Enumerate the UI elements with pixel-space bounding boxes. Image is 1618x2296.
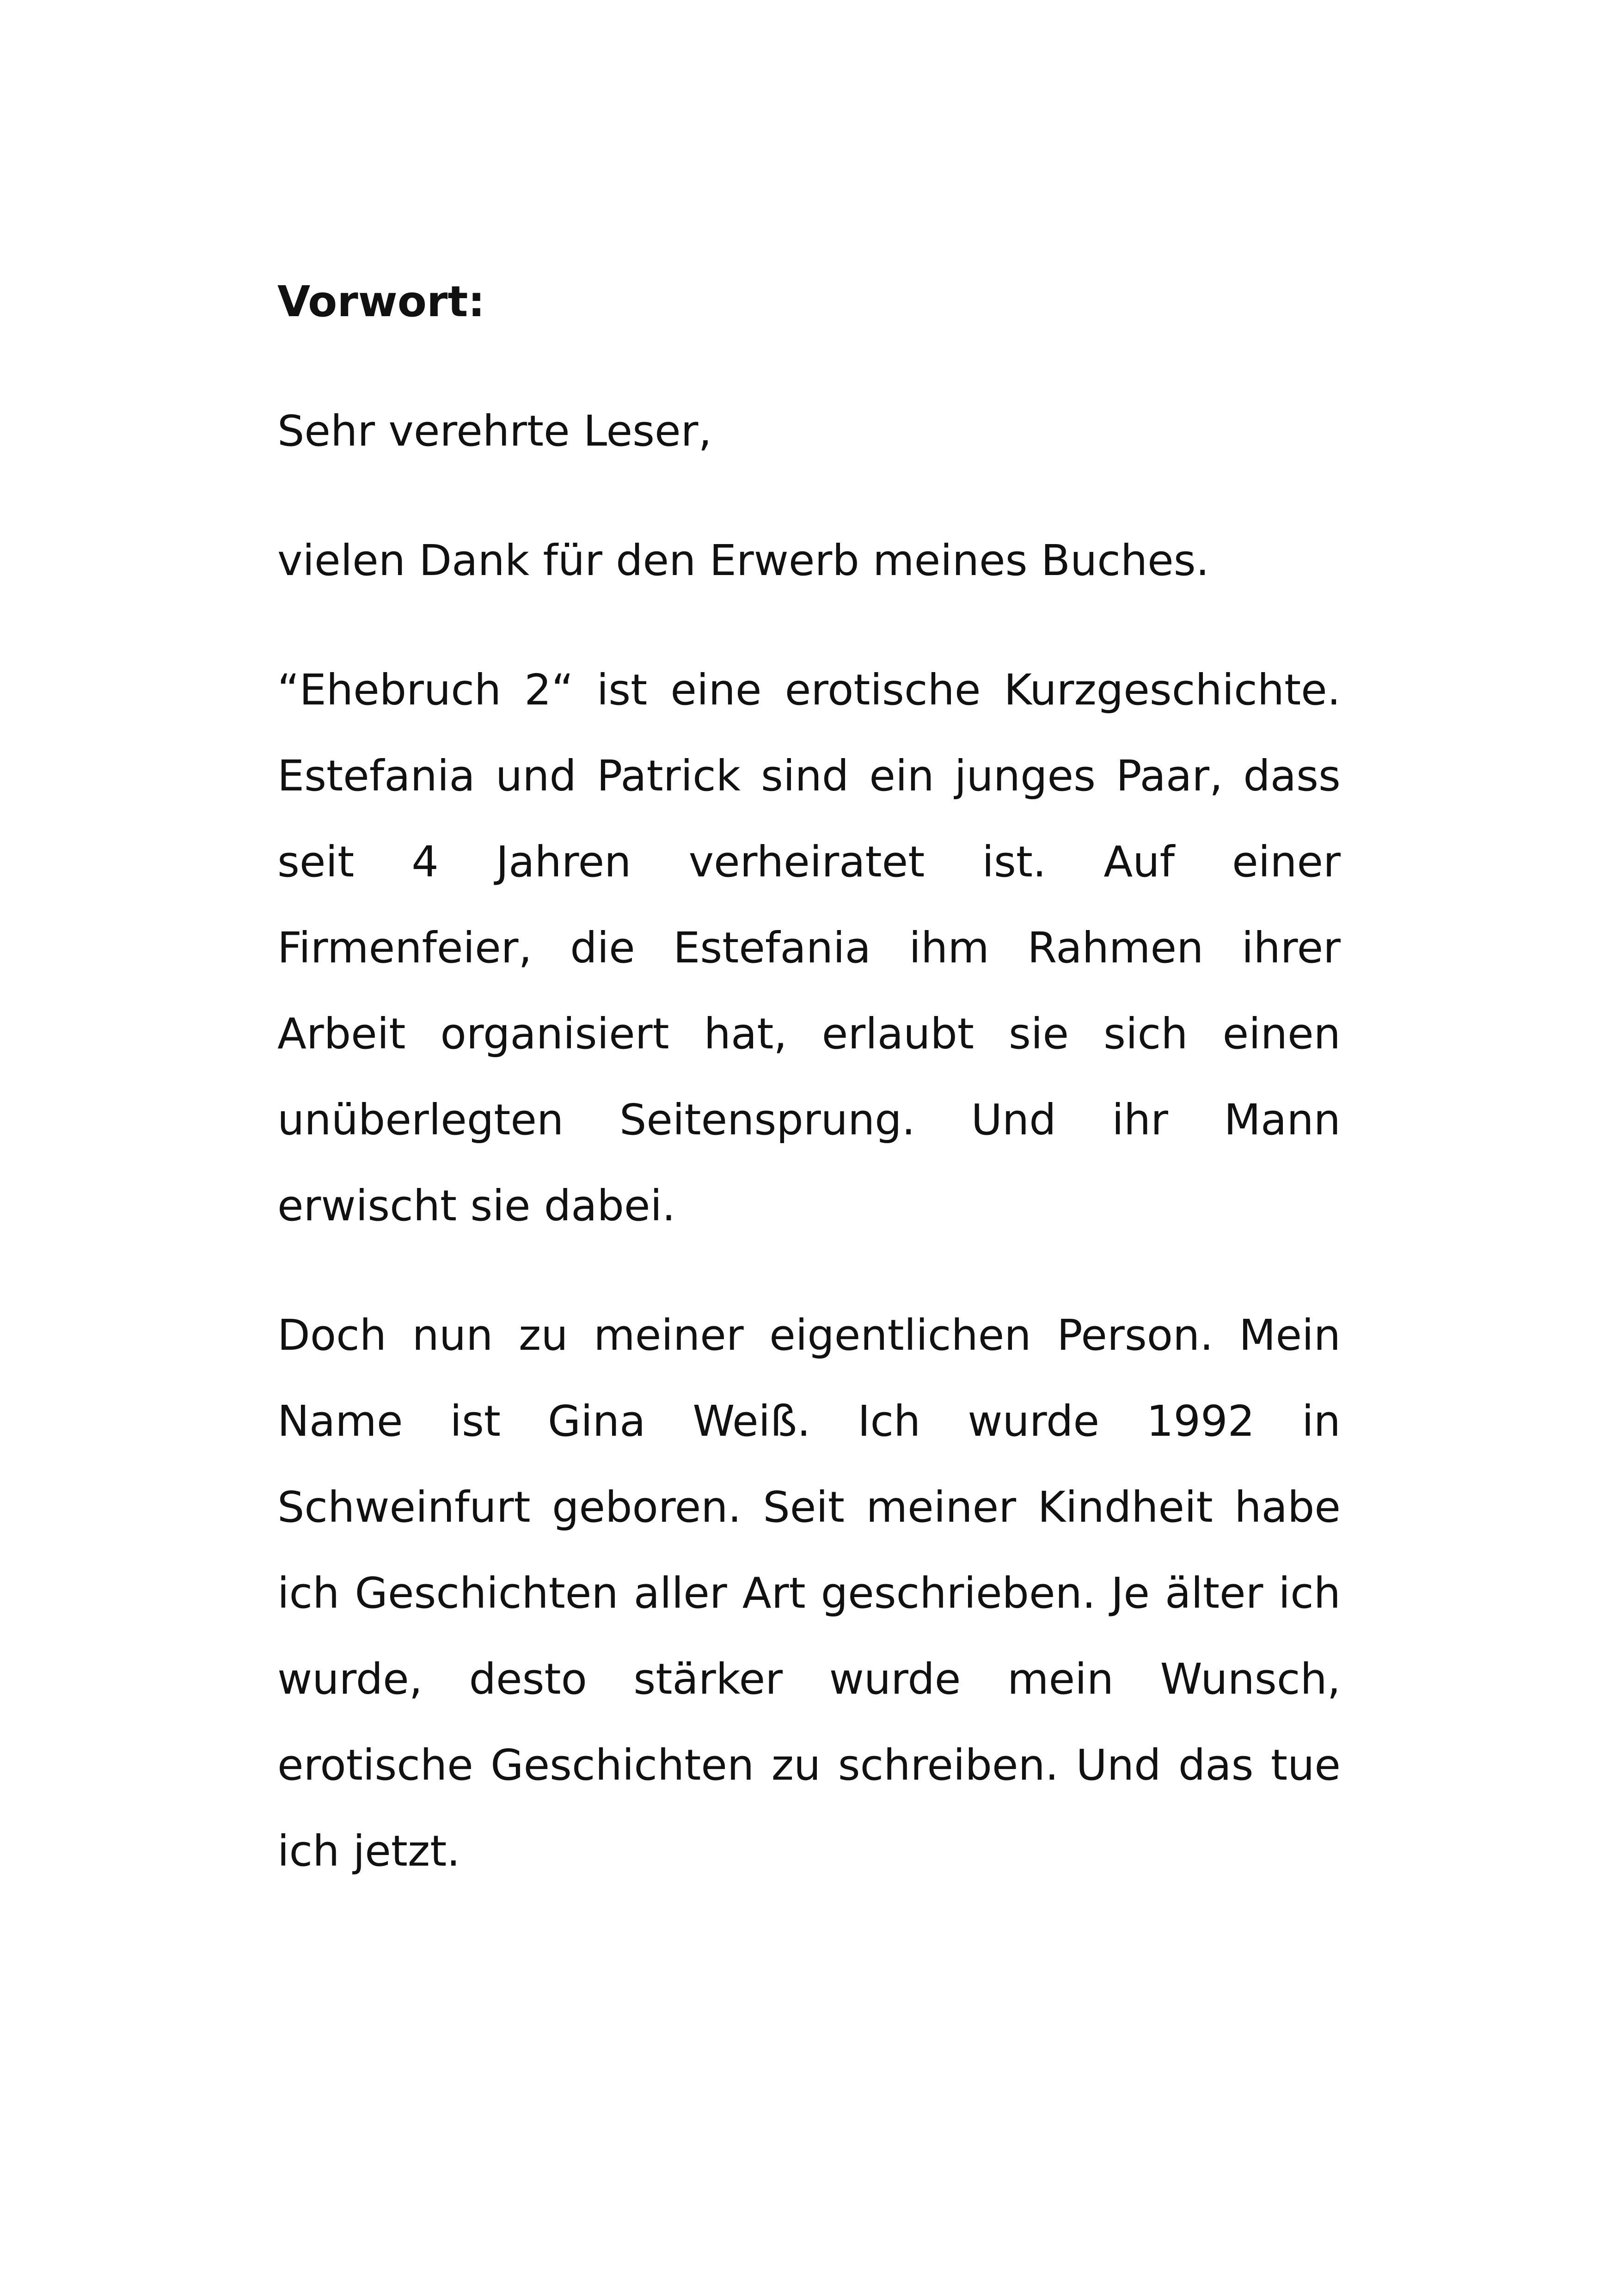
salutation-paragraph: Sehr verehrte Leser, bbox=[277, 406, 712, 456]
page-title: Vorwort: bbox=[277, 277, 485, 326]
summary-paragraph: “Ehebruch 2“ ist eine erotische Kurzgeschichte. Estefania und Patrick sind ein junges Paar, dass seit 4 Jahren verheiratet ist. Auf einer Firmenfeier, die Estefania ihm Rahmen ihrer Arbeit organisiert hat, erlaubt sie sich einen unüberlegten Seitensprung. Und ihr Mann erwischt sie dabei. bbox=[277, 665, 1341, 1231]
author-paragraph: Doch nun zu meiner eigentlichen Person. Mein Name ist Gina Weiß. Ich wurde 1992 in Schweinfurt geboren. Seit meiner Kindheit habe ich Geschichten aller Art geschrieben. Je älter ich wurde, desto stärker wurde mein Wunsch, erotische Geschichten zu schreiben. Und das tue ich jetzt. bbox=[277, 1310, 1341, 1876]
thanks-paragraph: vielen Dank für den Erwerb meines Buches. bbox=[277, 536, 1209, 585]
document-page bbox=[277, 259, 1341, 1938]
